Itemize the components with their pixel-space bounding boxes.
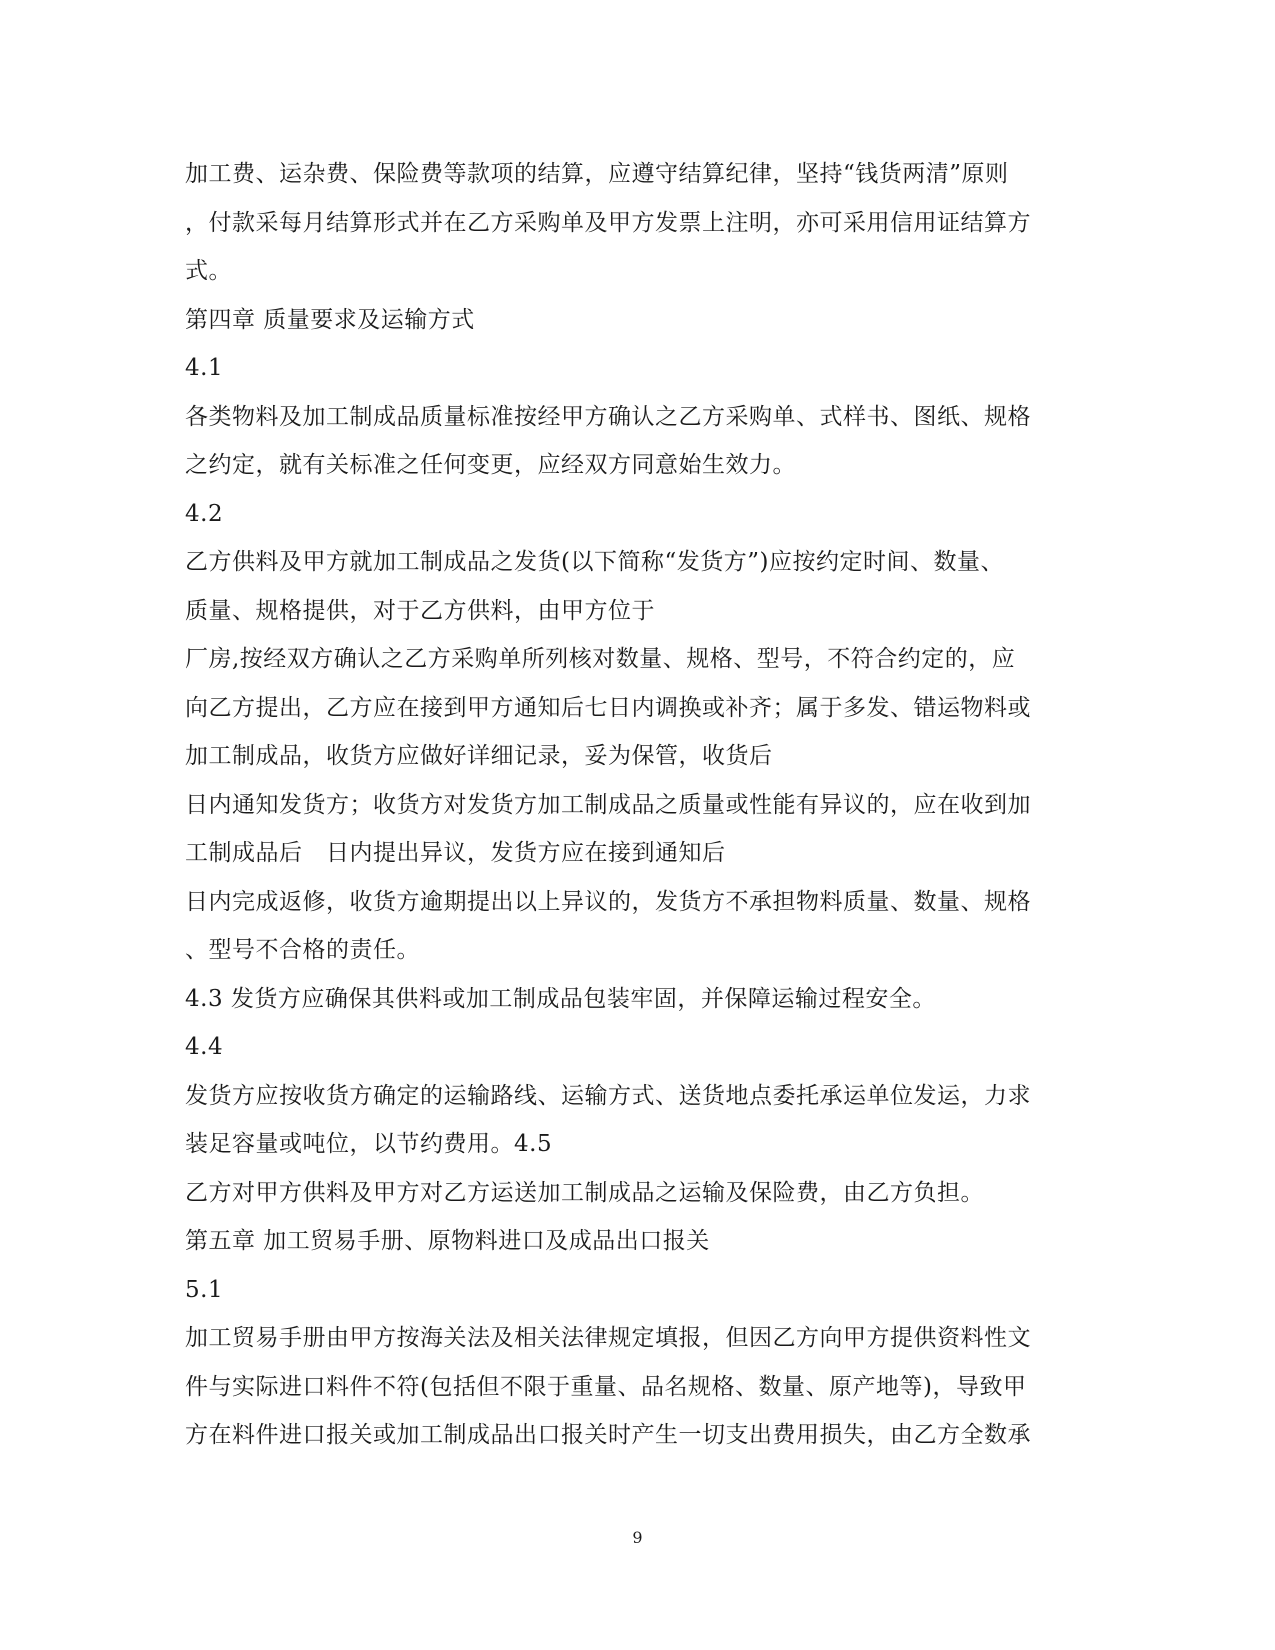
body-line: 厂房,按经双方确认之乙方采购单所列核对数量、规格、型号，不符合约定的，应 bbox=[185, 646, 1016, 672]
section-number: 4.4 bbox=[185, 1034, 224, 1060]
body-line: 加工制成品，收货方应做好详细记录，妥为保管，收货后 bbox=[185, 743, 773, 769]
body-line: 工制成品后 日内提出异议，发货方应在接到通知后 bbox=[185, 840, 726, 866]
body-line: 发货方应按收货方确定的运输路线、运输方式、送货地点委托承运单位发运，力求 bbox=[185, 1082, 1031, 1109]
section-number: 5.1 bbox=[185, 1276, 224, 1303]
section-line: 4.3 发货方应确保其供料或加工制成品包装牢固，并保障运输过程安全。 bbox=[185, 985, 936, 1012]
chapter-heading: 第四章 质量要求及运输方式 bbox=[185, 306, 475, 333]
body-line: 之约定，就有关标准之任何变更，应经双方同意始生效力。 bbox=[185, 452, 796, 478]
body-line: 式。 bbox=[185, 258, 232, 284]
chapter-heading: 第五章 加工贸易手册、原物料进口及成品出口报关 bbox=[185, 1228, 710, 1254]
body-line: 向乙方提出，乙方应在接到甲方通知后七日内调换或补齐；属于多发、错运物料或 bbox=[185, 694, 1031, 721]
body-line: 日内通知发货方；收货方对发货方加工制成品之质量或性能有异议的，应在收到加 bbox=[185, 791, 1031, 818]
body-line: 加工贸易手册由甲方按海关法及相关法律规定填报，但因乙方向甲方提供资料性文 bbox=[185, 1325, 1031, 1351]
body-line: 质量、规格提供，对于乙方供料，由甲方位于 bbox=[185, 597, 655, 624]
body-line: 、型号不合格的责任。 bbox=[185, 937, 420, 963]
body-line: 方在料件进口报关或加工制成品出口报关时产生一切支出费用损失，由乙方全数承 bbox=[185, 1422, 1031, 1448]
document-body bbox=[185, 150, 1085, 1460]
body-line: ，付款采每月结算形式并在乙方采购单及甲方发票上注明，亦可采用信用证结算方 bbox=[185, 209, 1031, 236]
section-number: 4.1 bbox=[185, 355, 224, 381]
body-line: 件与实际进口料件不符(包括但不限于重量、品名规格、数量、原产地等)，导致甲 bbox=[185, 1373, 1027, 1400]
body-line: 乙方供料及甲方就加工制成品之发货(以下简称“发货方”)应按约定时间、数量、 bbox=[185, 549, 1004, 575]
body-line: 装足容量或吨位，以节约费用。4.5 bbox=[185, 1131, 553, 1157]
body-line: 日内完成返修，收货方逾期提出以上异议的，发货方不承担物料质量、数量、规格 bbox=[185, 888, 1031, 915]
section-number: 4.2 bbox=[185, 500, 224, 527]
body-line: 各类物料及加工制成品质量标准按经甲方确认之乙方采购单、式样书、图纸、规格 bbox=[185, 403, 1031, 430]
page-number: 9 bbox=[632, 1528, 643, 1547]
body-line: 加工费、运杂费、保险费等款项的结算，应遵守结算纪律，坚持“钱货两清”原则 bbox=[185, 161, 1009, 187]
body-line: 乙方对甲方供料及甲方对乙方运送加工制成品之运输及保险费，由乙方负担。 bbox=[185, 1179, 984, 1206]
